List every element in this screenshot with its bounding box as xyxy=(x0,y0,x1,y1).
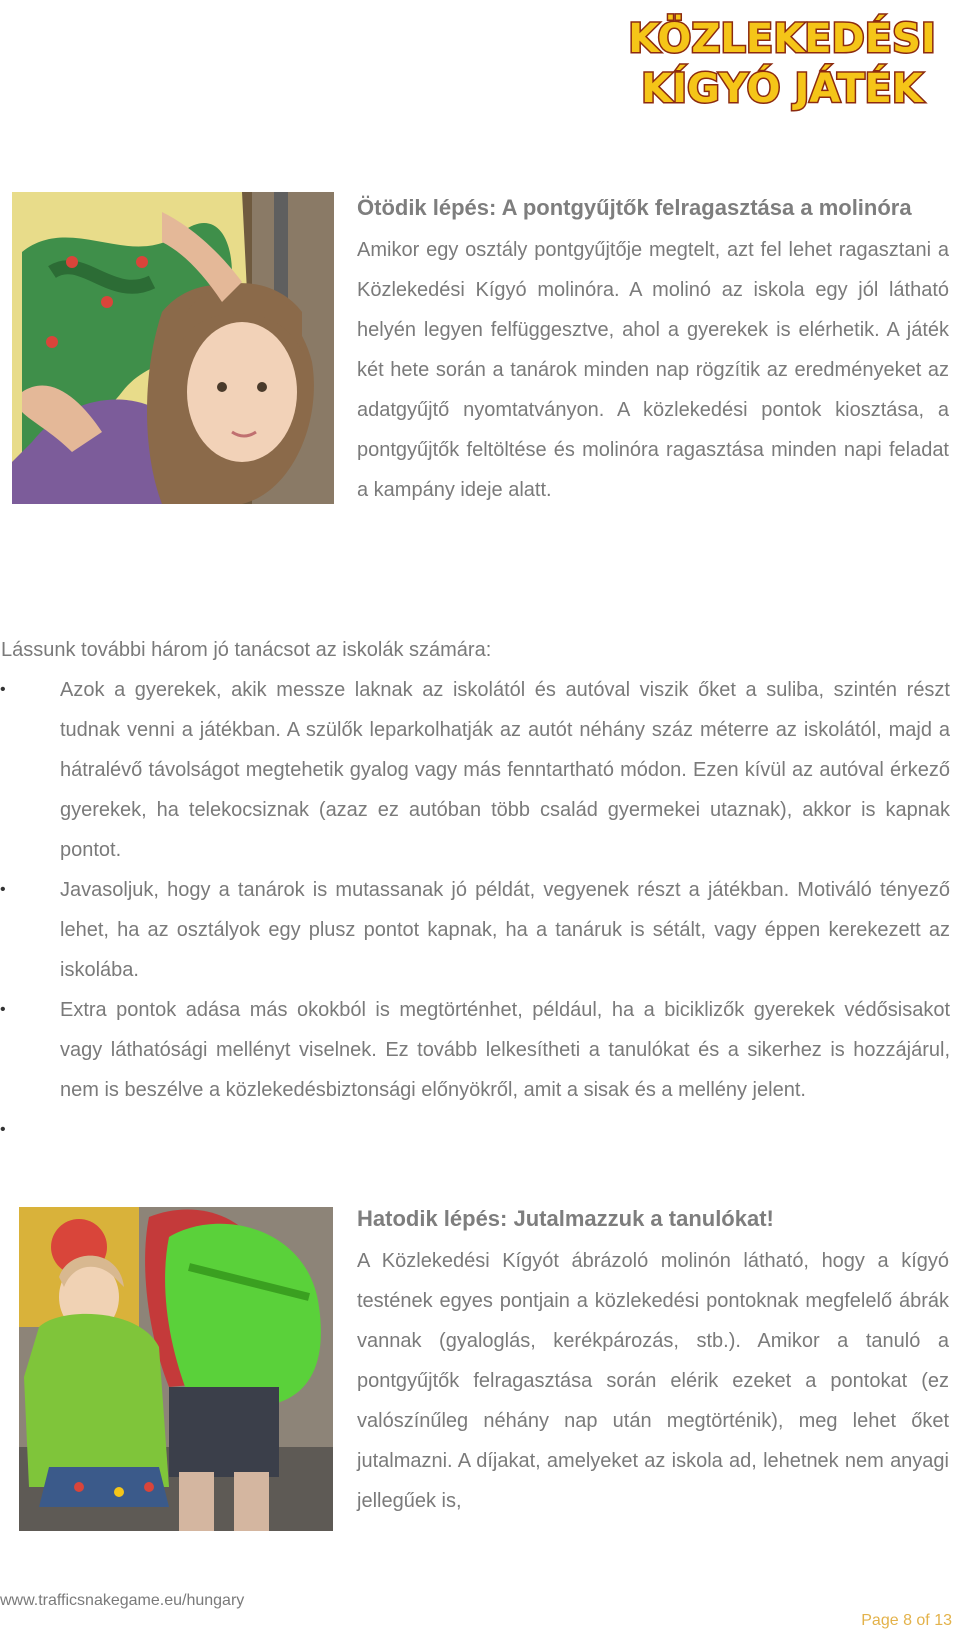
photo-children-raincoats xyxy=(19,1207,333,1531)
list-item xyxy=(0,990,950,1110)
bullet-icon: • xyxy=(0,881,6,898)
list-item-empty xyxy=(0,1110,950,1150)
list-item xyxy=(0,670,950,870)
step5-heading: Ötödik lépés: A pontgyűjtők felragasztása a molinóra xyxy=(357,195,912,220)
tips-section xyxy=(0,630,950,1150)
bullet-icon: • xyxy=(0,681,6,698)
traffic-snake-game-logo xyxy=(615,12,950,112)
logo-line-1: KÖZLEKEDÉSI xyxy=(628,16,936,62)
tips-intro: Lássunk további három jó tanácsot az iskolák számára: xyxy=(1,639,492,661)
step5-body: Amikor egy osztály pontgyűjtője megtelt, azt fel lehet ragasztani a Közlekedési Kígyó molinóra. A molinó az iskola egy jól látható helyén legyen felfüggesztve, ahol a gyerekek is elérhetik. A játék két hete során a tanárok minden nap rögzítik az eredményeket az adatgyűjtő nyomtatványon. A közlekedési pontok kiosztása, a pontgyűjtők feltöltése és molinóra ragasztása minden napi feladat a kampány ideje alatt. xyxy=(357,239,949,501)
tip-text: Extra pontok adása más okokból is megtörténhet, például, ha a biciklizők gyerekek védősisakot vagy láthatósági mellényt viselnek. Ez tovább lelkesítheti a tanulókat és a sikerhez is hozzájárul, nem is beszélve a közlekedésbiztonsági előnyökről, amit a sisak és a mellény jelent. xyxy=(60,999,950,1101)
step6-body: A Közlekedési Kígyót ábrázoló molinón látható, hogy a kígyó testének egyes pontjain a közlekedési pontoknak megfelelő ábrák vannak (gyaloglás, kerékpározás, stb.). Amikor a tanuló a pontgyűjtők felragasztása során elérik ezeket a pontokat (ez valószínűleg néhány nap után megtörténik), meg lehet őket jutalmazni. A díjakat, amelyeket az iskola ad, lehetnek nem anyagi jellegűek is, xyxy=(357,1250,949,1512)
photo-girl-at-banner xyxy=(12,192,334,504)
step6-section xyxy=(357,1197,949,1521)
bullet-icon: • xyxy=(0,1121,6,1138)
logo-line-2: KÍGYÓ JÁTÉK xyxy=(641,66,923,112)
tips-list xyxy=(0,670,950,1150)
bullet-icon: • xyxy=(0,1001,6,1018)
tip-text: Javasoljuk, hogy a tanárok is mutassanak jó példát, vegyenek részt a játékban. Motiváló tényező lehet, ha az osztályok egy plusz pontot kapnak, ha a tanáruk is sétált, vagy éppen kerekezett az iskolába. xyxy=(60,879,950,981)
list-item xyxy=(0,870,950,990)
step5-section xyxy=(357,186,949,510)
step6-heading: Hatodik lépés: Jutalmazzuk a tanulókat! xyxy=(357,1206,774,1231)
logo-graphic xyxy=(615,12,950,112)
footer-url: www.trafficsnakegame.eu/hungary xyxy=(0,1592,245,1609)
tip-text: Azok a gyerekek, akik messze laknak az iskolától és autóval viszik őket a suliba, szintén részt tudnak venni a játékban. A szülők leparkolhatják az autót néhány száz méterre az iskolától, majd a hátralévő távolságot megtehetik gyalog vagy más fenntartható módon. Ezen kívül az autóval érkező gyerekek, ha telekocsiznak (azaz ez autóban több család gyermekei utaznak), akkor is kapnak pontot. xyxy=(60,679,950,861)
page-number: Page 8 of 13 xyxy=(861,1612,952,1629)
